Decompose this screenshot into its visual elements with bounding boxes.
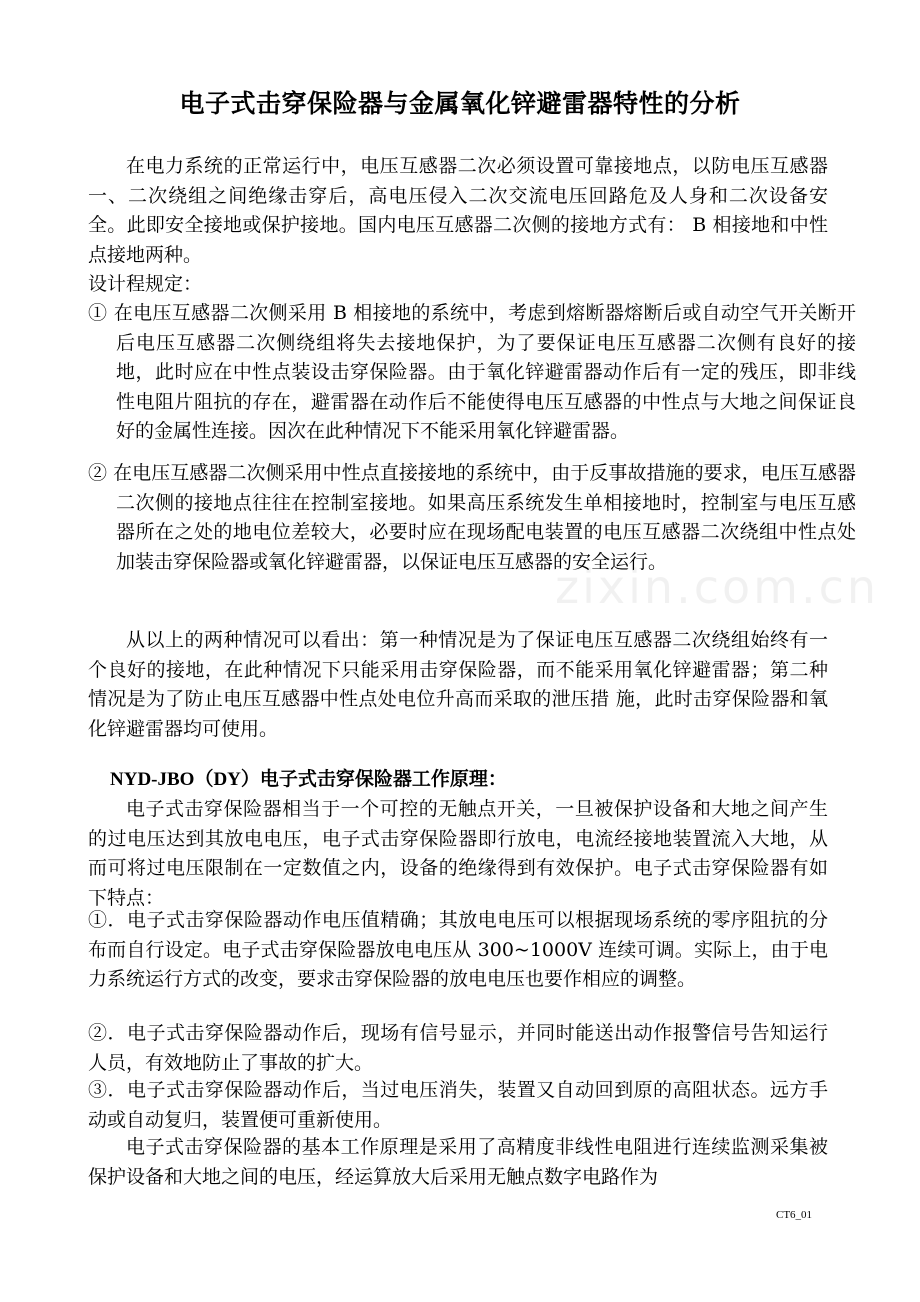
rule-1-paragraph: ① 在电压互感器二次侧采用 B 相接地的系统中，考虑到熔断器熔断后或自动空气开关断开后电压互感器二次侧绕组将失去接地保护，为了要保证电压互感器二次侧有良好的接地，此时应在中性点装设击穿保险器。由于氧化锌避雷器动作后有一定的残压，即非线性电阻片阻抗的存在，避雷器在动作后不能使得电压互感器的中性点与大地之间保证良好的金属性连接。因次在此种情况下不能采用氧化锌避雷器。: [88, 302, 856, 443]
feature-2-paragraph: ②．电子式击穿保险器动作后，现场有信号显示，并同时能送出动作报警信号告知运行人员，有效地防止了事故的扩大。: [88, 1022, 828, 1074]
document-title: 电子式击穿保险器与金属氧化锌避雷器特性的分析: [179, 89, 741, 118]
footer-code: CT6_01: [776, 1209, 813, 1221]
rule-2-paragraph: ② 在电压互感器二次侧采用中性点直接接地的系统中，由于反事故措施的要求，电压互感器二次侧的接地点往往在控制室接地。如果高压系统发生单相接地时，控制室与电压互感器所在之处的地电位差较大，必要时应在现场配电装置的电压互感器二次绕组中性点处加装击穿保险器或氧化锌避雷器，以保证电压互感器的安全运行。: [88, 462, 856, 573]
watermark: zixin.com.cn: [555, 560, 880, 614]
section-intro-paragraph: 电子式击穿保险器相当于一个可控的无触点开关，一旦被保护设备和大地之间产生的过电压达到其放电电压，电子式击穿保险器即行放电，电流经接地装置流入大地，从而可将过电压限制在一定数值之内，设备的绝缘得到有效保护。电子式击穿保险器有如下特点：: [88, 798, 828, 909]
conclusion-paragraph: 从以上的两种情况可以看出：第一种情况是为了保证电压互感器二次绕组始终有一个良好的接地，在此种情况下只能采用击穿保险器，而不能采用氧化锌避雷器；第二种情况是为了防止电压互感器中性点处电位升高而采取的泄压措 施，此时击穿保险器和氧化锌避雷器均可使用。: [88, 629, 828, 740]
feature-1-paragraph: ①．电子式击穿保险器动作电压值精确；其放电电压可以根据现场系统的零序阻抗的分布而自行设定。电子式击穿保险器放电电压从 300~1000V 连续可调。实际上，由于电力系统运行方式的改变，要求击穿保险器的放电电压也要作相应的调整。: [88, 909, 828, 991]
intro-paragraph: 在电力系统的正常运行中，电压互感器二次必须设置可靠接地点，以防电压互感器一、二次绕组之间绝缘击穿后，高电压侵入二次交流电压回路危及人身和二次设备安全。此即安全接地或保护接地。国内电压互感器二次侧的接地方式有： B 相接地和中性点接地两种。: [88, 155, 828, 266]
feature-3-paragraph: ③．电子式击穿保险器动作后，当过电压消失，装置又自动回到原的高阻状态。远方手动或自动复归，装置便可重新使用。: [88, 1079, 828, 1131]
rules-label: 设计程规定：: [88, 273, 203, 295]
principle-paragraph: 电子式击穿保险器的基本工作原理是采用了高精度非线性电阻进行连续监测采集被保护设备和大地之间的电压，经运算放大后采用无触点数字电路作为: [88, 1136, 828, 1188]
section-heading: NYD-JBO（DY）电子式击穿保险器工作原理：: [110, 769, 507, 790]
